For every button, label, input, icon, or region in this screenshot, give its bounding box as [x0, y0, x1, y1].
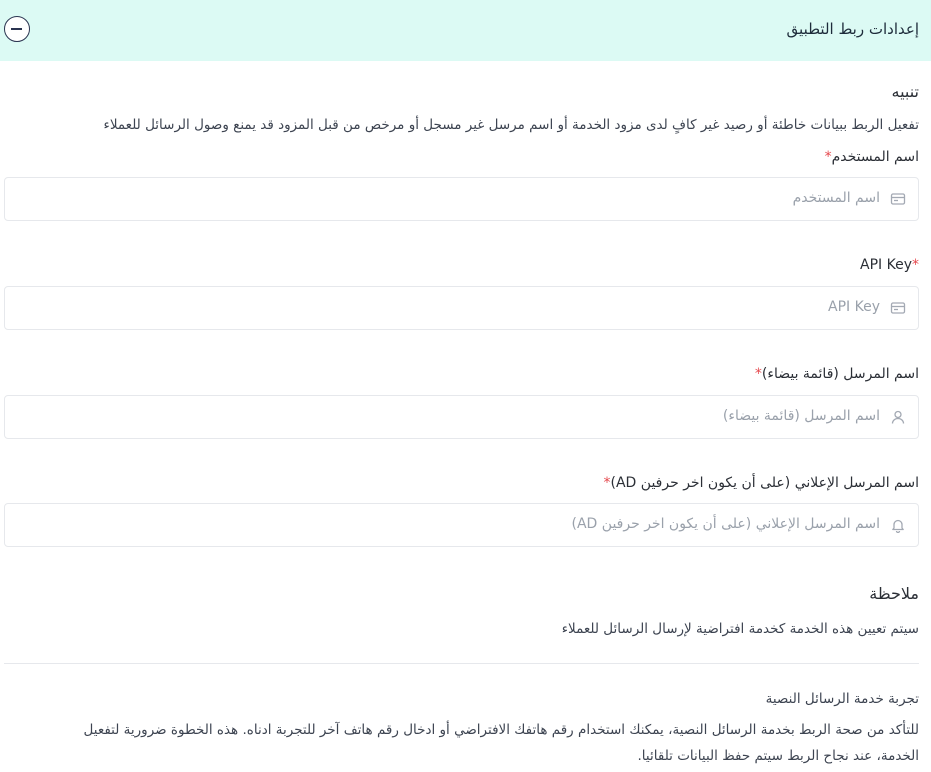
username-label: اسم المستخدم*	[824, 149, 919, 165]
note-text: سيتم تعيين هذه الخدمة كخدمة افتراضية لإرسال الرسائل للعملاء	[561, 621, 919, 637]
id-card-icon	[890, 300, 906, 316]
notice-text: تفعيل الربط ببيانات خاطئة أو رصيد غير كافٍ لدى مزود الخدمة أو اسم مرسل غير مسجل أو مرخص من قبل المزود قد يمنع وصول الرسائل للعملاء	[103, 117, 919, 133]
ad-sender-name-label: اسم المرسل الإعلاني (على أن يكون اخر حرفين AD)*	[603, 475, 919, 491]
username-placeholder: اسم المستخدم	[792, 190, 880, 206]
sender-name-placeholder: اسم المرسل (قائمة بيضاء)	[722, 408, 880, 424]
header-title: إعدادات ربط التطبيق	[786, 20, 919, 38]
note-title: ملاحظة	[869, 584, 919, 603]
ad-sender-name-placeholder: اسم المرسل الإعلاني (على أن يكون اخر حرفين AD)	[571, 516, 880, 532]
sms-test-title: تجربة خدمة الرسائل النصية	[765, 691, 919, 707]
sender-name-input[interactable]	[4, 395, 919, 439]
api-key-placeholder: API Key	[828, 299, 880, 315]
api-key-label: *API Key	[860, 257, 919, 273]
sms-test-line-2: الخدمة، عند نجاح الربط سيتم حفظ البيانات تلقائيا.	[637, 748, 919, 764]
ad-sender-name-input[interactable]	[4, 503, 919, 547]
username-input[interactable]	[4, 177, 919, 221]
section-divider	[4, 663, 919, 664]
api-key-input[interactable]	[4, 286, 919, 330]
minus-circle-icon[interactable]	[4, 16, 30, 42]
id-card-icon	[890, 191, 906, 207]
sms-test-line-1: للتأكد من صحة الربط بخدمة الرسائل النصية، يمكنك استخدام رقم هاتفك الافتراضي أو ادخال رقم هاتف آخر للتجربة ادناه. هذه الخطوة ضرورية لتفعيل	[83, 722, 919, 738]
notice-title: تنبيه	[891, 82, 919, 101]
settings-header[interactable]	[0, 0, 931, 61]
bell-icon	[890, 517, 906, 533]
user-icon	[890, 409, 906, 425]
sender-name-label: اسم المرسل (قائمة بيضاء)*	[754, 366, 919, 382]
